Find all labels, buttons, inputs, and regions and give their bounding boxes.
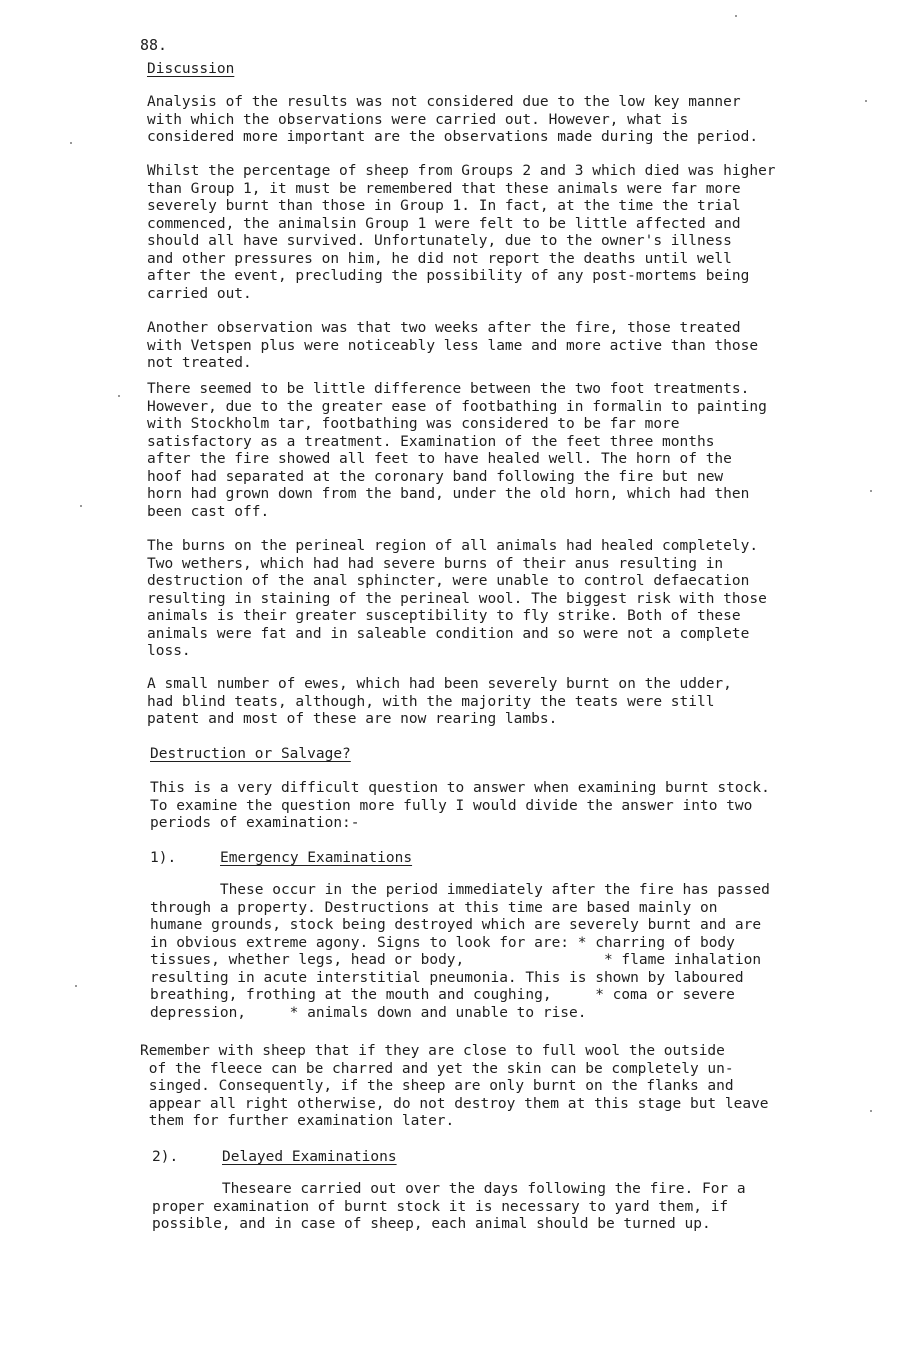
paragraph-difficult-question: This is a very difficult question to answer when examining burnt stock. To examine the question more fully I would divide the answer into two periods of examination:-: [150, 780, 770, 831]
scan-speck: [735, 15, 737, 17]
paragraph-remember: Remember with sheep that if they are close to full wool the outside of the fleece can be charred and yet the skin can be completely un- singed. Consequently, if the sheep are only burnt on the flanks and appear all right otherwise, do not destroy them at this stage but leave them for further examination later.: [140, 1043, 769, 1129]
page-number: 88.: [140, 36, 168, 54]
scan-speck: [118, 395, 120, 397]
paragraph-foot-treatments: There seemed to be little difference between the two foot treatments. However, due to the greater ease of footbathing in formalin to painting with Stockholm tar, footbathing was considered to be far more satisfactory as a treatment. Examination of the feet three months after the fire showed all feet to have healed well. The horn of the hoof had separated at the coronary band following the fire but new horn had grown down from the band, under the old horn, which had then been cast off.: [147, 381, 767, 520]
scan-speck: [70, 142, 72, 144]
scan-speck: [865, 100, 867, 102]
paragraph-emergency: These occur in the period immediately after the fire has passed through a property. Destructions at this time are based mainly on humane grounds, stock being destroyed which are severely burnt and are in obvious extreme agony. Signs to look for are: * charring of body tissues, whether legs, head or body, * flame inhalation resulting in acute interstitial pneumonia. This is shown by laboured breathing, frothing at the mouth and coughing, * coma or severe depression, * animals down and unable to rise.: [150, 882, 770, 1021]
scan-speck: [870, 1110, 872, 1112]
scan-speck: [75, 985, 77, 987]
paragraph-observation: Another observation was that two weeks after the fire, those treated with Vetspen plus were noticeably less lame and more active than those not treated.: [147, 320, 759, 371]
subheading-delayed-examinations: Delayed Examinations: [222, 1149, 397, 1165]
list-number-2: 2).: [152, 1149, 179, 1165]
paragraph-ewes: A small number of ewes, which had been severely burnt on the udder, had blind teats, although, with the majority the teats were still patent and most of these are now rearing lambs.: [147, 676, 732, 727]
paragraph-percentage: Whilst the percentage of sheep from Groups 2 and 3 which died was higher than Group 1, it must be remembered that these animals were far more severely burnt than those in Group 1. In fact, at the time the trial commenced, the animalsin Group 1 were felt to be little affected and should all have survived. Unfortunately, due to the owner's illness and other pressures on him, he did not report the deaths until well after the event, precluding the possibility of any post-mortems being carried out.: [147, 163, 776, 302]
list-number-1: 1).: [150, 850, 177, 866]
paragraph-analysis: Analysis of the results was not considered due to the low key manner with which the observations were carried out. However, what is considered more important are the observations made during the period.: [147, 94, 759, 145]
section-heading-discussion: Discussion: [147, 61, 235, 77]
paragraph-perineal-burns: The burns on the perineal region of all animals had healed completely. Two wethers, which had had severe burns of their anus resulting in destruction of the anal sphincter, were unable to control defaecation resulting in staining of the perineal wool. The biggest risk with those animals is their greater susceptibility to fly strike. Both of these animals were fat and in saleable condition and so were not a complete loss.: [147, 538, 767, 659]
subheading-emergency-examinations: Emergency Examinations: [220, 850, 413, 866]
section-heading-destruction: Destruction or Salvage?: [150, 746, 351, 762]
scan-speck: [870, 490, 872, 492]
paragraph-delayed: Theseare carried out over the days following the fire. For a proper examination of burnt stock it is necessary to yard them, if possible, and in case of sheep, each animal should be turned up.: [152, 1181, 746, 1232]
scan-speck: [80, 505, 82, 507]
